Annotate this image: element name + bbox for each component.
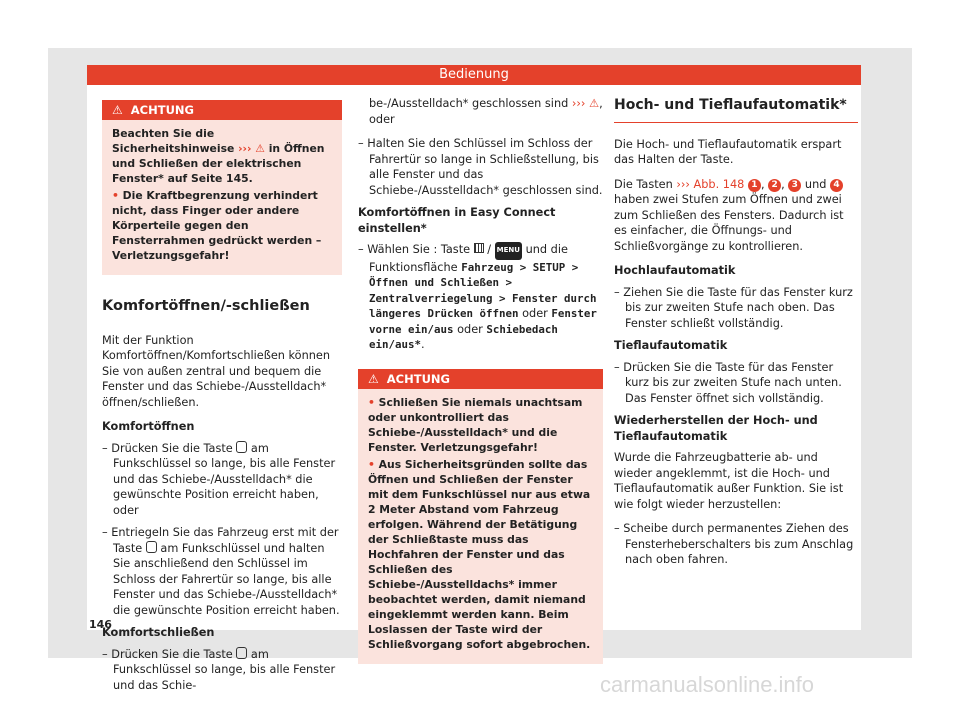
warning-header: [358, 369, 603, 389]
section-header: Bedienung: [87, 65, 861, 85]
subheading: Wiederherstellen der Hoch- und Tieflaufautomatik: [614, 414, 818, 443]
paragraph: Mit der Funktion Komfortöffnen/Komfortschließen können Sie von außen zentral und bequem die Fenster und das Schiebe-/Ausstelldach* öffnen/schließen.: [102, 333, 331, 409]
lock-key-icon: [236, 647, 247, 659]
warning-text: Beachten Sie die Sicherheitshinweise ››› ⚠ in Öffnen und Schließen der elektrischen Fenster* auf Seite 145.: [112, 127, 325, 185]
list-item: – Scheibe durch permanentes Ziehen des Fensterheberschalters bis zum Anschlag nach oben fahren.: [614, 522, 854, 566]
warning-icon: ⚠: [112, 103, 123, 117]
warning-box: [358, 369, 603, 664]
unlock-key-icon: [236, 441, 247, 453]
callout-number: 4: [830, 179, 843, 192]
paragraph: Die Hoch- und Tieflaufautomatik erspart das Halten der Taste.: [614, 137, 842, 166]
warning-box: [102, 100, 342, 275]
list-item: – Drücken Sie die Taste am Funkschlüssel so lange, bis alle Fenster und das Schiebe-/Ausstelldach* die gewünschte Position erreicht haben, oder: [102, 441, 336, 517]
warning-icon: ⚠: [589, 97, 600, 110]
column-3: [614, 92, 858, 575]
warning-title: ACHTUNG: [386, 371, 450, 386]
subheading: Komfortschließen: [102, 626, 215, 639]
warning-title: ACHTUNG: [130, 103, 194, 117]
list-item: – Entriegeln Sie das Fahrzeug erst mit der Taste am Funkschlüssel und halten Sie anschließend den Schlüssel im Schloss der Fahrertür so lange, bis alle Fenster und das Schiebe-/Ausstelldach* die gewünschte Position erreicht haben.: [102, 526, 340, 617]
paragraph: Wurde die Fahrzeugbatterie ab- und wieder angeklemmt, ist die Hoch- und Tieflaufautomatik außer Funktion. Sie ist wie folgt wieder herzustellen:: [614, 451, 844, 511]
callout-number: 3: [788, 179, 801, 192]
section-heading: Hoch- und Tieflaufautomatik*: [614, 98, 858, 123]
list-item: – Ziehen Sie die Taste für das Fenster kurz bis zur zweiten Stufe nach oben. Das Fenster schließt vollständig.: [614, 285, 853, 330]
figure-link[interactable]: Abb. 148: [693, 177, 745, 191]
list-item: – Drücken Sie die Taste am Funkschlüssel so lange, bis alle Fenster und das Schie-: [102, 647, 336, 692]
callout-number: 2: [768, 179, 781, 192]
column-2: [358, 96, 603, 664]
paragraph: be-/Ausstelldach* geschlossen sind ››› ⚠, oder: [369, 97, 603, 126]
warning-text: • Aus Sicherheitsgründen sollte das Öffnen und Schließen der Fenster mit dem Funkschlüssel nur aus etwa 2 Meter Abstand vom Fahrzeug erfolgen. Während der Betätigung der Schließtaste muss das Hochfahren der Fenster und das Schließen des Schiebe-/Ausstelldachs* immer beobachtet werden, damit niemand eingeklemmt werden kann. Beim Loslassen der Taste wird der Schließvorgang sofort abgebrochen.: [368, 457, 591, 651]
subheading: Tieflaufautomatik: [614, 339, 728, 352]
column-1: [102, 100, 342, 700]
subheading: Komfortöffnen: [102, 420, 195, 433]
warning-icon: ⚠: [255, 142, 265, 155]
watermark: carmanualsonline.info: [600, 672, 815, 697]
list-item: – Drücken Sie die Taste für das Fenster kurz bis zur zweiten Stufe nach unten. Das Fenster öffnet sich vollständig.: [614, 360, 842, 405]
unlock-key-icon: [146, 541, 157, 553]
list-item: – Halten Sie den Schlüssel im Schloss der Fahrertür so lange in Schließstellung, bis alle Fenster und das Schiebe-/Ausstelldach* geschlossen sind.: [358, 137, 603, 197]
paragraph: Die Tasten ››› Abb. 148 1 , 2 , 3 und 4 haben zwei Stufen zum Öffnen und zwei zum Schließen des Fensters. Dadurch ist es einfacher, die Öffnungs- und Schließvorgänge zu kontrollieren.: [614, 177, 844, 253]
callout-number: 1: [748, 179, 761, 192]
section-heading: Komfortöffnen/-schließen: [102, 298, 310, 314]
subheading: Komfortöffnen in Easy Connect einstellen*: [358, 206, 556, 235]
warning-icon: ⚠: [368, 371, 379, 386]
subheading: Hochlaufautomatik: [614, 264, 736, 277]
list-item: – Wählen Sie : Taste / MENU und die Funktionsfläche Fahrzeug > SETUP > Öffnen und Schließen > Zentralverriegelung > Fenster durch längeres Drücken öffnen oder Fenster vorne ein/aus oder Schiebedach ein/aus*.: [358, 243, 597, 351]
grid-key-icon: [474, 243, 484, 253]
page-number: 146: [89, 618, 112, 631]
warning-header: [102, 100, 342, 120]
menu-key-icon: MENU: [495, 242, 522, 260]
warning-text: • Die Kraftbegrenzung verhindert nicht, dass Finger oder andere Körperteile gegen den Fensterrahmen gedrückt werden – Verletzungsgefahr!: [112, 189, 322, 262]
warning-text: • Schließen Sie niemals unachtsam oder unkontrolliert das Schiebe-/Ausstelldach* und die Fenster. Verletzungsgefahr!: [368, 395, 583, 454]
